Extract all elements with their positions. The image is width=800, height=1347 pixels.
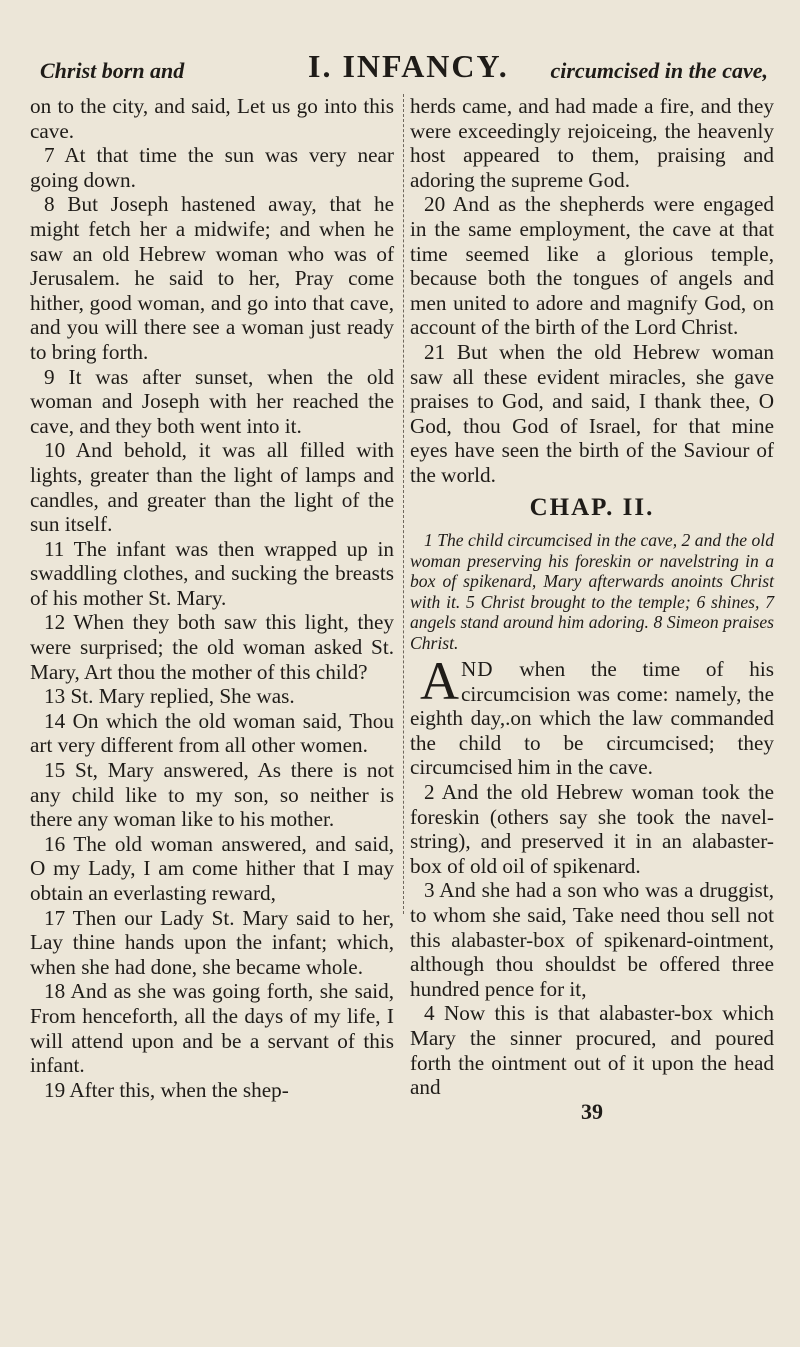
header-left: Christ born and (40, 58, 185, 83)
verse-3: 3 And she had a son who was a druggist, to whom she said, Take need thou sell not this alabaster-box of spikenard-ointment, although thou shouldst be offered three hundred pence for it, (410, 878, 774, 1001)
paragraph: on to the city, and said, Let us go into this cave. (30, 94, 394, 143)
verse-13: 13 St. Mary replied, She was. (44, 684, 295, 709)
text-columns (30, 94, 775, 1124)
paragraph-text: when the time of his circumcision was come: namely, the eighth day,.on which the law commanded the child to be circumcised; they circumcised him in the cave. (410, 657, 774, 780)
chapter-heading: CHAP. II. (529, 493, 655, 521)
verse-15: 15 St, Mary answered, As there is not any child like to my son, so neither is there any woman like to his mother. (30, 758, 394, 832)
chapter-summary: 1 The child circumcised in the cave, 2 and the old woman preserving his foreskin or navelstring in a box of spikenard, Mary afterwards anoints Christ with it. 5 Christ brought to the temple; 6 shines, 7 angels stand around him adoring. 8 Simeon praises Christ. (410, 530, 774, 653)
verse-9: 9 It was after sunset, when the old woman and Joseph with her reached the cave, and they both went into it. (30, 364, 394, 438)
verse-4: 4 Now this is that alabaster-box which Mary the sinner procured, and poured forth the ointment out of it upon the head and (410, 1001, 774, 1100)
header-right: circumcised in the cave, (550, 58, 768, 83)
verse-18: 18 And as she was going forth, she said, From henceforth, all the days of my life, I will attend upon and be a servant of this infant. (30, 979, 394, 1078)
small-caps-word: ND (461, 657, 494, 682)
verse-2: 2 And the old Hebrew woman took the foreskin (others say she took the navel-string), and preserved it in an alabaster-box of old oil of spikenard. (410, 780, 774, 878)
verse-20: 20 And as the shepherds were engaged in the same employment, the cave at that time seemed like a glorious temple, because both the tongues of angels and men united to adore and magnify God, on account of the birth of the Lord Christ. (410, 192, 774, 340)
verse-10: 10 And behold, it was all filled with lights, greater than the light of lamps and candles, and greater than the light of the sun itself. (30, 438, 394, 537)
right-column (410, 94, 774, 1124)
paragraph: herds came, and had made a fire, and they were exceedingly rejoiceing, the heavenly host appeared to them, praising and adoring the supreme God. (410, 94, 774, 192)
verse-14: 14 On which the old woman said, Thou art very different from all other women. (30, 708, 394, 758)
header-title: I. INFANCY. (308, 48, 509, 84)
left-column (30, 94, 394, 1102)
verse-8: 8 But Joseph hastened away, that he might fetch her a midwife; and when he saw an old Hebrew woman who was of Jerusalem. he said to her, Pray come hither, good woman, and go into that cave, and you will there see a woman just ready to bring forth. (30, 192, 394, 364)
verse-17: 17 Then our Lady St. Mary said to her, Lay thine hands upon the infant; which, when she had done, she became whole. (30, 905, 394, 979)
running-header (40, 40, 768, 84)
verse-12: 12 When they both saw this light, they were surprised; the old woman asked St. Mary, Art thou the mother of this child? (30, 610, 394, 684)
chapter-first-paragraph (410, 651, 774, 780)
verse-21: 21 But when the old Hebrew woman saw all these evident miracles, she gave praises to God, and said, I thank thee, O God, thou God of Israel, for that mine eyes have seen the birth of the Saviour of the world. (410, 339, 774, 487)
verse-16: 16 The old woman answered, and said, O my Lady, I am come hither that I may obtain an everlasting reward, (30, 831, 394, 905)
column-divider (403, 94, 405, 914)
verse-19: 19 After this, when the shep- (44, 1077, 289, 1102)
verse-7: 7 At that time the sun was very near going down. (30, 143, 394, 192)
page-number: 39 (581, 1098, 603, 1124)
drop-cap: A (420, 651, 459, 712)
verse-11: 11 The infant was then wrapped up in swaddling clothes, and sucking the breasts of his mother St. Mary. (30, 536, 394, 610)
